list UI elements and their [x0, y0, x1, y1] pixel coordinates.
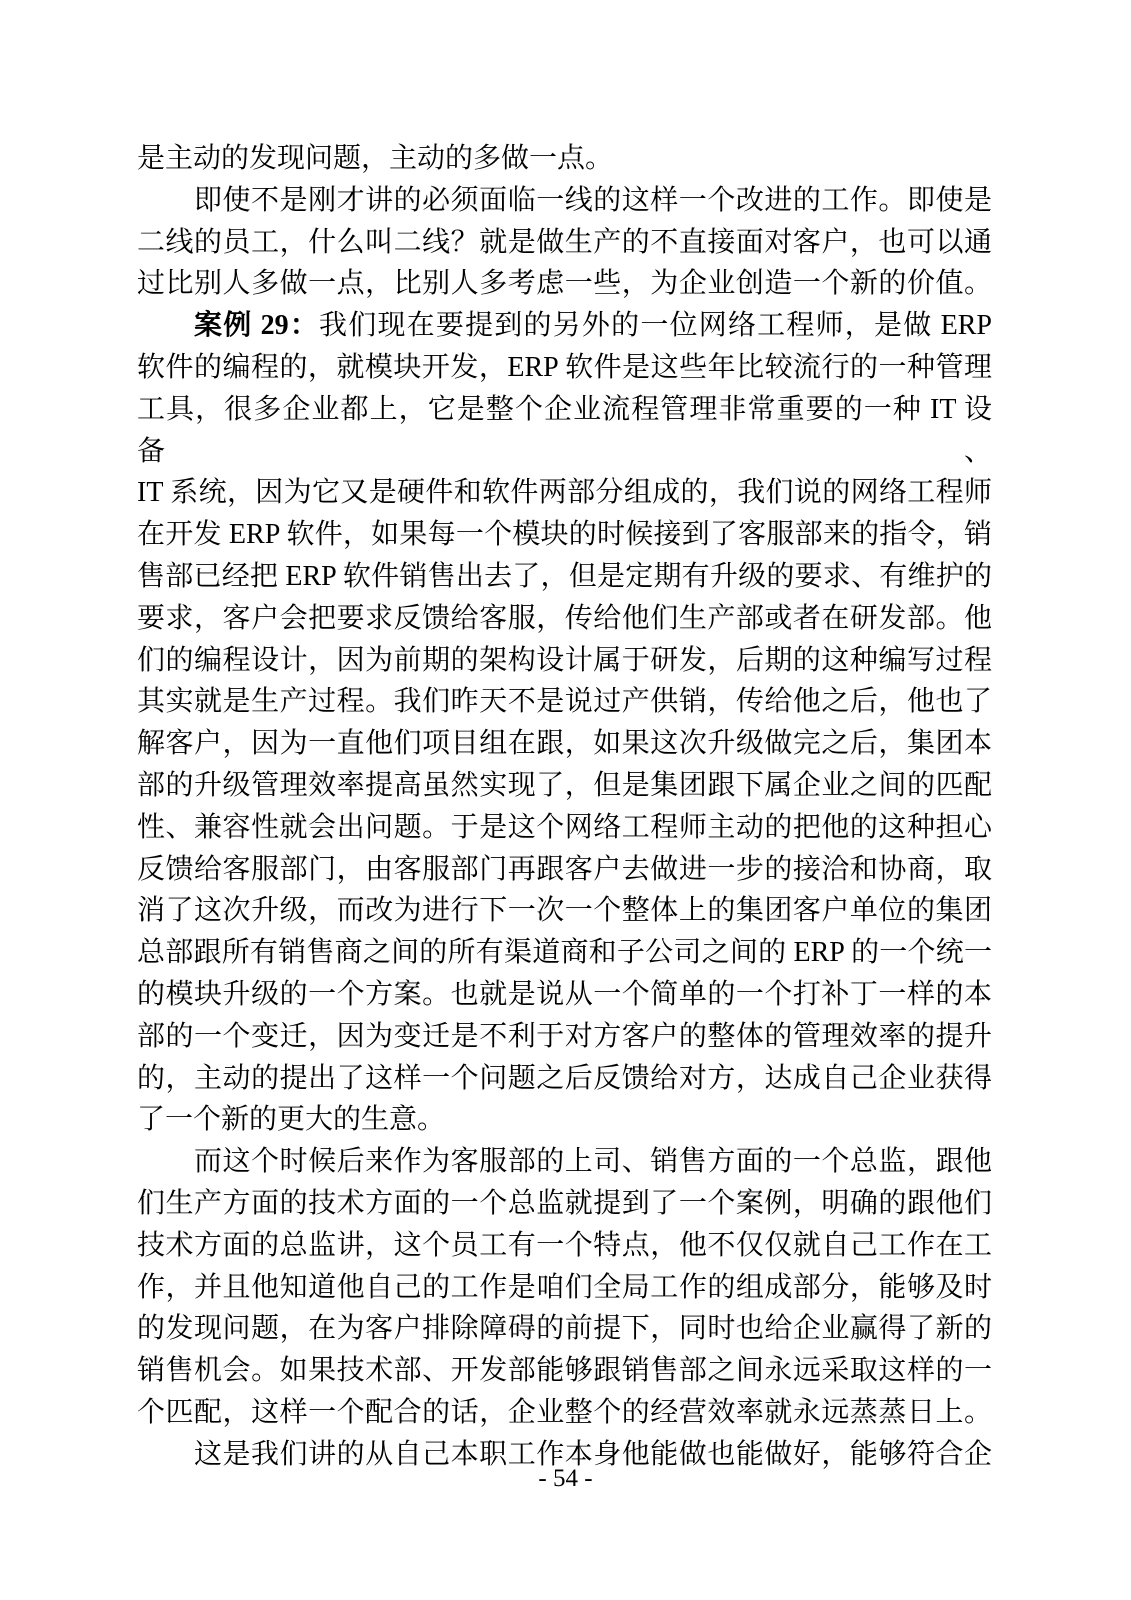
text-line: 技术方面的总监讲，这个员工有一个特点，他不仅仅就自己工作在工	[137, 1229, 992, 1261]
text-block	[137, 138, 992, 1476]
text-line: 部的一个变迁，因为变迁是不利于对方客户的整体的管理效率的提升	[137, 1020, 992, 1052]
text-line: IT 系统，因为它又是硬件和软件两部分组成的，我们说的网络工程师	[137, 477, 992, 509]
text-line: 在开发 ERP 软件，如果每一个模块的时候接到了客服部来的指令，销	[137, 519, 992, 551]
case-paragraph-first-line	[137, 305, 992, 347]
text-line: 作，并且他知道他自己的工作是咱们全局工作的组成部分，能够及时	[137, 1271, 992, 1303]
text-line: 部的升级管理效率提高虽然实现了，但是集团跟下属企业之间的匹配	[137, 769, 992, 801]
text-line: 的模块升级的一个方案。也就是说从一个简单的一个打补丁一样的本	[137, 978, 992, 1010]
text-line: 过比别人多做一点，比别人多考虑一些，为企业创造一个新的价值。	[137, 268, 992, 300]
page-number: - 54 -	[538, 1465, 593, 1492]
text-line: 二线的员工，什么叫二线？就是做生产的不直接面对客户，也可以通	[137, 226, 992, 258]
text-line: 其实就是生产过程。我们昨天不是说过产供销，传给他之后，他也了	[137, 686, 992, 718]
text-line: 要求，客户会把要求反馈给客服，传给他们生产部或者在研发部。他	[137, 602, 992, 634]
text-line: 而这个时候后来作为客服部的上司、销售方面的一个总监，跟他	[194, 1146, 992, 1178]
text-line: 性、兼容性就会出问题。于是这个网络工程师主动的把他的这种担心	[137, 811, 992, 843]
text-line: 的发现问题，在为客户排除障碍的前提下，同时也给企业赢得了新的	[137, 1313, 992, 1345]
text-line: 售部已经把 ERP 软件销售出去了，但是定期有升级的要求、有维护的	[137, 560, 992, 592]
text-line: 这是我们讲的从自己本职工作本身他能做也能做好，能够符合企	[194, 1438, 992, 1470]
text-line: 的，主动的提出了这样一个问题之后反馈给对方，达成自己企业获得	[137, 1062, 992, 1094]
text-line: 总部跟所有销售商之间的所有渠道商和子公司之间的 ERP 的一个统一	[137, 937, 992, 969]
text-line: 软件的编程的，就模块开发，ERP 软件是这些年比较流行的一种管理	[137, 351, 992, 383]
case-first-line-text: 我们现在要提到的另外的一位网络工程师，是做 ERP	[319, 310, 992, 342]
text-line: 解客户，因为一直他们项目组在跟，如果这次升级做完之后，集团本	[137, 728, 992, 760]
text-line: 反馈给客服部门，由客服部门再跟客户去做进一步的接洽和协商，取	[137, 853, 992, 885]
text-line: 们的编程设计，因为前期的架构设计属于研发，后期的这种编写过程	[137, 644, 992, 676]
text-line: 是主动的发现问题，主动的多做一点。	[137, 143, 614, 174]
text-line: 即使不是刚才讲的必须面临一线的这样一个改进的工作。即使是	[194, 184, 992, 216]
text-line: 个匹配，这样一个配合的话，企业整个的经营效率就永远蒸蒸日上。	[137, 1396, 992, 1428]
text-line: 工具，很多企业都上，它是整个企业流程管理非常重要的一种 IT 设备、	[137, 393, 992, 467]
text-line: 们生产方面的技术方面的一个总监就提到了一个案例，明确的跟他们	[137, 1187, 992, 1219]
text-line: 消了这次升级，而改为进行下一次一个整体上的集团客户单位的集团	[137, 895, 992, 927]
case-label: 案例 29：	[194, 310, 320, 342]
text-line: 销售机会。如果技术部、开发部能够跟销售部之间永远采取这样的一	[137, 1355, 992, 1387]
text-line: 了一个新的更大的生意。	[137, 1104, 446, 1136]
